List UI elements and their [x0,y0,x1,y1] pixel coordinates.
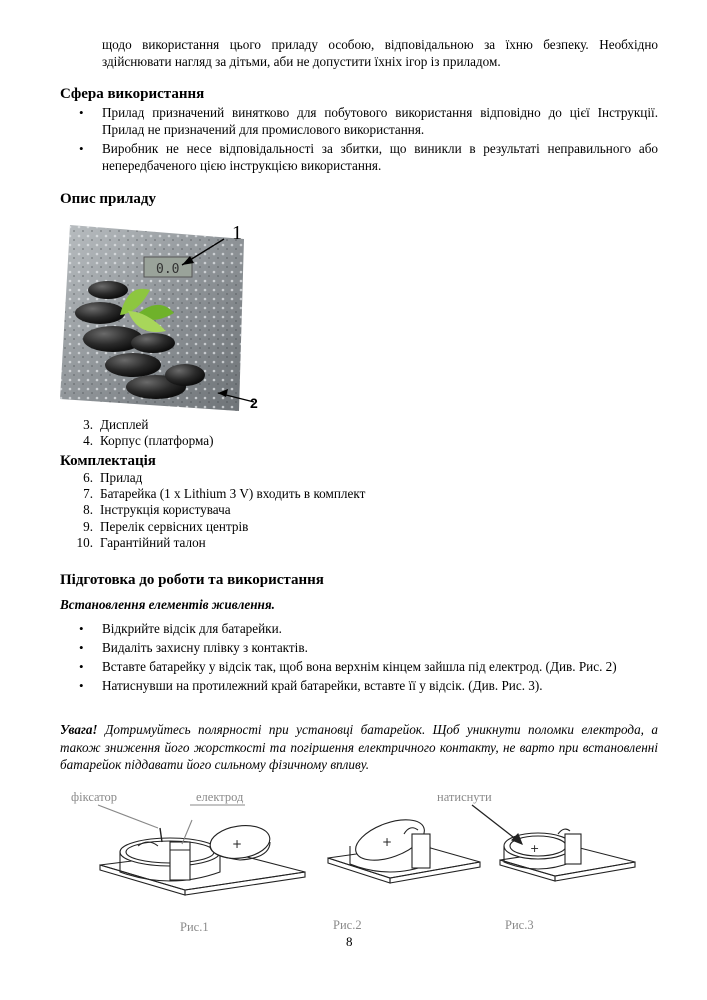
description-heading: Опис приладу [60,191,156,207]
bullet-icon: • [79,141,84,156]
intro-paragraph: щодо використання цього приладу особою, відповідальною за їхню безпеку. Необхідно здійснювати нагляд за дітьми, аби не допустити їхніх ігор із приладом. [102,37,658,69]
svg-text:+: + [232,837,243,851]
figure-2-caption: Рис.2 [333,918,362,932]
figure-3-drawing [472,805,635,881]
figure-3-press-label: натиснути [437,790,492,804]
scope-list [60,104,658,176]
list-item: 6. Прилад [83,470,143,485]
scope-heading: Сфера використання [60,86,205,102]
list-item: • Натиснувши на протилежний край батарейки, вставте її у відсік. (Див. Рис. 3). [79,678,543,693]
preparation-heading: Підготовка до роботи та використання [60,572,324,588]
bullet-icon: • [79,659,84,674]
package-list [60,470,365,551]
figure-1-latch-label: фіксатор [71,790,118,804]
callout-label-1: 1 [232,222,242,244]
callout-label-2: 2 [250,395,258,411]
list-item: 7. Батарейка (1 x Lithium 3 V) входить в комплект [83,486,366,502]
warning-label: Увага! [60,722,98,737]
bullet-icon: • [79,621,84,636]
list-item: 3. Дисплей [83,417,149,432]
battery-steps-list [60,620,658,696]
bullet-icon: • [79,640,84,655]
list-item: • Виробник не несе відповідальності за збитки, що виникли в результаті неправильного або непередбаченого цією інструкцією використання. [79,141,658,173]
bullet-icon: • [79,678,84,693]
page-number: 8 [346,934,353,949]
figure-2-drawing [328,812,480,883]
figure-3-caption: Рис.3 [505,918,534,932]
figure-1-drawing [98,805,305,895]
svg-text:+: + [382,835,393,849]
scale-image [58,215,278,415]
list-item: 8. Інструкція користувача [83,502,231,518]
svg-text:0.0: 0.0 [156,262,180,277]
list-item: 9. Перелік сервісних центрів [83,518,249,534]
bullet-icon: • [79,105,84,120]
description-list [60,417,213,449]
svg-text:+: + [530,842,540,855]
list-item: • Відкрийте відсік для батарейки. [79,621,282,636]
figure-1-caption: Рис.1 [180,920,209,934]
warning-paragraph: Увага! Дотримуйтесь полярності при установці батарейок. Щоб уникнути поломки електрода, а також зниження його жорсткості та погіршення електричного контакту, не варто при встановленні батарейок піддавати його сильному фізичному впливу. [60,722,658,772]
list-item: 10. Гарантійний талон [76,534,206,550]
figure-1-electrode-label: електрод [196,790,244,804]
battery-subheading: Встановлення елементів живлення. [60,597,275,612]
package-heading: Комплектація [60,453,156,469]
list-item: 4. Корпус (платформа) [83,433,214,449]
list-item: • Вставте батарейку у відсік так, щоб вона верхнім кінцем зайшла під електрод. (Див. Рис. 2) [79,659,617,674]
list-item: • Прилад призначений винятково для побутового використання відповідно до цієї Інструкції. Прилад не призначений для промислового використання. [79,105,658,137]
list-item: • Видаліть захисну плівку з контактів. [79,640,308,655]
